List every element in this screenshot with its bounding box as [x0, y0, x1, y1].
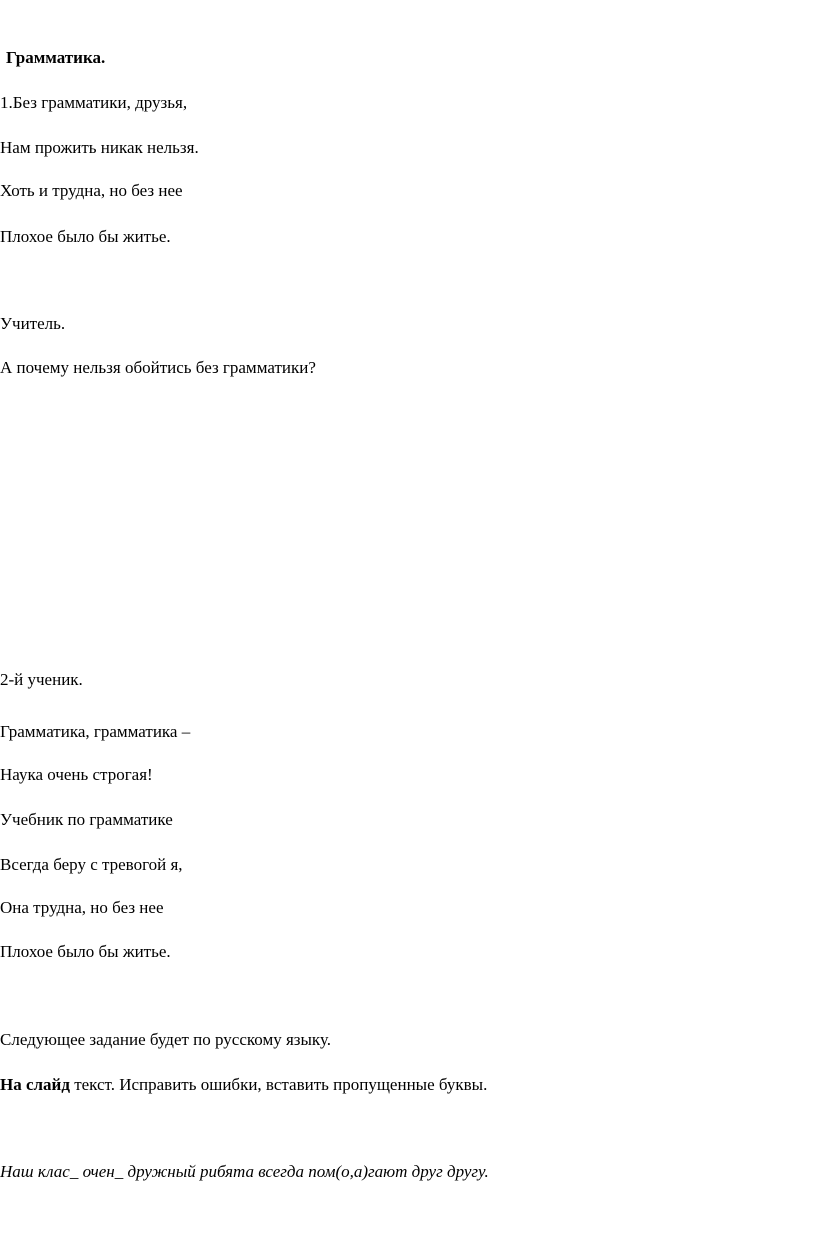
task-slide-text: текст. Исправить ошибки, вставить пропущенные буквы.	[69, 1075, 488, 1094]
stanza-2-line: Наука очень строгая!	[0, 765, 153, 784]
task-slide-line	[0, 1075, 487, 1095]
stanza-1-line: Хоть и трудна, но без нее	[0, 181, 183, 200]
teacher-question: А почему нельзя обойтись без грамматики?	[0, 358, 316, 377]
teacher-label: Учитель.	[0, 314, 66, 333]
stanza-1-line: Плохое было бы житье.	[0, 227, 171, 246]
page-title: Грамматика.	[6, 48, 106, 67]
stanza-2-line: Грамматика, грамматика –	[0, 722, 191, 741]
task-intro: Следующее задание будет по русскому языку.	[0, 1030, 331, 1049]
stanza-1-line: Нам прожить никак нельзя.	[0, 138, 199, 157]
stanza-1-line: 1.Без грамматики, друзья,	[0, 93, 188, 112]
stanza-2-line: Она трудна, но без нее	[0, 898, 164, 917]
task-exercise: Наш клас_ очен_ дружный рибята всегда пом(о,а)гают друг другу.	[0, 1162, 489, 1181]
stanza-2-line: Всегда беру с тревогой я,	[0, 855, 183, 874]
stanza-2-line: Плохое было бы житье.	[0, 942, 171, 961]
stanza-2-line: Учебник по грамматике	[0, 810, 173, 829]
task-slide-bold: На слайд	[0, 1075, 70, 1094]
student-2-label: 2-й ученик.	[0, 670, 83, 689]
